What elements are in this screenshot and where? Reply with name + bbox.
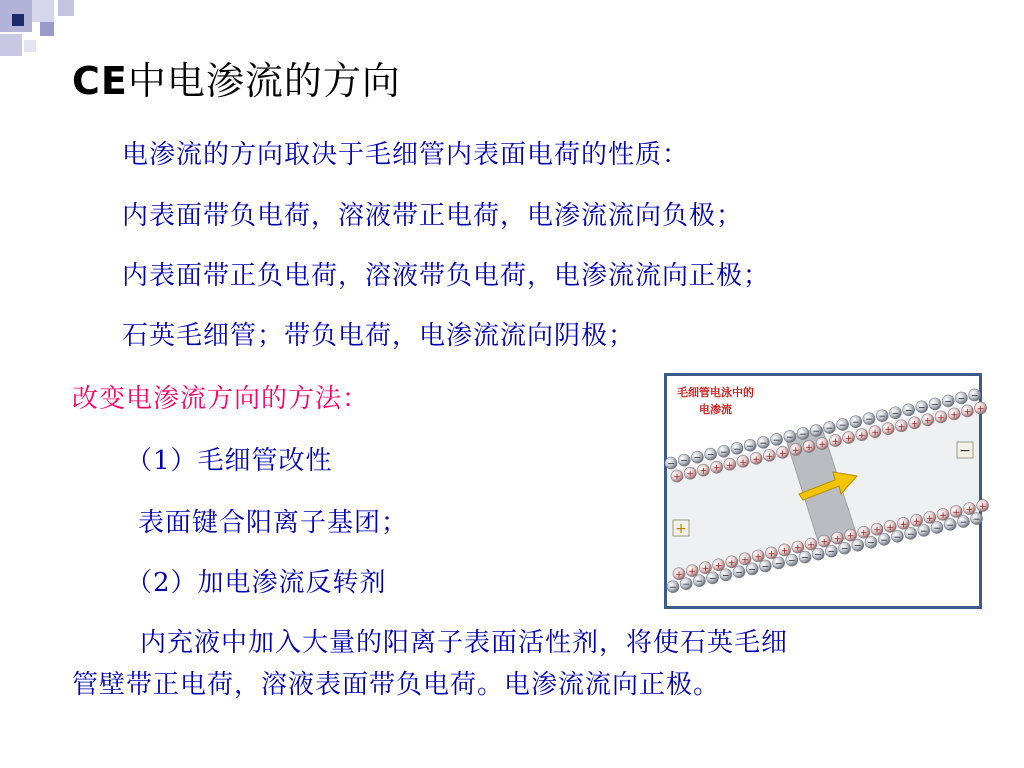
negative-wall-charge-icon <box>680 578 692 591</box>
svg-text:+: + <box>937 413 945 424</box>
negative-wall-charge-icon <box>969 389 981 402</box>
svg-text:−: − <box>746 441 754 452</box>
svg-text:−: − <box>801 553 809 564</box>
svg-text:−: − <box>812 427 820 438</box>
positive-ion-icon <box>684 467 696 480</box>
svg-text:−: − <box>786 432 794 443</box>
svg-text:+: + <box>965 505 974 515</box>
svg-text:+: + <box>844 434 853 445</box>
svg-text:+: + <box>952 507 960 518</box>
svg-text:+: + <box>978 502 987 513</box>
svg-text:−: − <box>972 515 981 526</box>
svg-text:+: + <box>912 516 921 527</box>
svg-text:+: + <box>675 570 683 581</box>
negative-wall-charge-icon <box>876 410 888 423</box>
negative-wall-charge-icon <box>771 433 783 446</box>
svg-text:+: + <box>846 531 855 542</box>
negative-wall-charge-icon <box>784 430 796 443</box>
negative-wall-charge-icon <box>878 533 890 546</box>
positive-ion-icon <box>922 414 934 427</box>
svg-text:+: + <box>699 466 708 477</box>
method-item: （1）毛细管改性 <box>126 446 333 476</box>
svg-text:+: + <box>820 537 828 548</box>
svg-text:+: + <box>886 522 894 533</box>
plus-electrode-icon <box>673 520 689 537</box>
negative-wall-charge-icon <box>705 448 717 461</box>
positive-ion-icon <box>856 429 868 442</box>
negative-wall-charge-icon <box>903 404 915 417</box>
svg-text:+: + <box>741 555 749 566</box>
negative-wall-charge-icon <box>905 527 917 540</box>
negative-wall-charge-icon <box>918 524 930 537</box>
svg-text:−: − <box>893 532 902 543</box>
deco-square <box>24 40 36 52</box>
svg-text:+: + <box>873 525 881 536</box>
svg-text:−: − <box>720 447 728 458</box>
positive-ion-icon <box>671 470 683 483</box>
negative-wall-charge-icon <box>825 545 837 558</box>
svg-text:−: − <box>970 391 979 402</box>
svg-text:+: + <box>897 422 906 433</box>
svg-text:+: + <box>780 546 789 557</box>
svg-text:−: − <box>761 562 770 573</box>
svg-text:+: + <box>976 404 985 415</box>
deco-square <box>58 0 74 16</box>
svg-text:−: − <box>693 453 702 464</box>
positive-ion-icon <box>790 443 802 456</box>
caption-line: 毛细管电泳中的 <box>677 386 754 399</box>
svg-text:+: + <box>831 437 840 448</box>
negative-wall-charge-icon <box>850 416 862 429</box>
negative-wall-charge-icon <box>733 566 745 579</box>
svg-text:+: + <box>728 558 736 569</box>
positive-ion-icon <box>750 452 762 465</box>
negative-wall-charge-icon <box>691 451 703 464</box>
svg-text:−: − <box>840 544 849 555</box>
negative-wall-charge-icon <box>707 572 719 585</box>
method-item-desc: 表面键合阳离子基团； <box>138 508 409 538</box>
deco-square <box>32 0 54 22</box>
svg-text:−: − <box>852 418 860 429</box>
svg-text:−: − <box>931 400 939 411</box>
svg-text:−: − <box>733 444 741 455</box>
svg-text:+: + <box>767 549 776 560</box>
svg-text:−: − <box>680 456 688 467</box>
svg-text:−: − <box>748 565 756 576</box>
positive-ion-icon <box>895 420 907 433</box>
minus-sign: − <box>959 443 971 459</box>
plus-sign: + <box>675 521 687 537</box>
positive-ion-icon <box>816 438 828 451</box>
svg-text:−: − <box>774 559 783 570</box>
svg-text:−: − <box>667 459 675 470</box>
negative-wall-charge-icon <box>891 530 903 543</box>
svg-text:+: + <box>884 425 892 436</box>
svg-text:+: + <box>871 428 879 439</box>
negative-wall-charge-icon <box>759 560 771 573</box>
svg-text:−: − <box>669 583 677 594</box>
svg-text:−: − <box>904 406 913 417</box>
positive-ion-icon <box>961 405 973 418</box>
svg-text:−: − <box>867 538 875 549</box>
svg-text:+: + <box>752 454 760 465</box>
svg-text:−: − <box>957 394 966 405</box>
positive-ion-icon <box>829 435 841 448</box>
text-line: 内表面带正负电荷，溶液带负电荷，电渗流流向正极； <box>122 261 771 291</box>
method-item: （2）加电渗流反转剂 <box>126 568 387 598</box>
svg-text:−: − <box>706 450 715 461</box>
positive-ion-icon <box>977 500 989 513</box>
minus-electrode-icon <box>957 442 973 459</box>
svg-text:−: − <box>906 529 915 540</box>
svg-text:+: + <box>926 513 934 524</box>
svg-text:−: − <box>827 547 836 558</box>
svg-text:+: + <box>712 463 721 474</box>
svg-text:+: + <box>792 445 800 456</box>
positive-ion-icon <box>975 402 987 415</box>
svg-text:+: + <box>765 451 774 462</box>
positive-ion-icon <box>843 432 855 445</box>
positive-ion-icon <box>711 461 723 474</box>
slide-title <box>72 50 401 105</box>
svg-text:+: + <box>899 519 908 530</box>
method-heading: 改变电渗流方向的方法： <box>72 384 370 414</box>
svg-text:−: − <box>944 397 952 408</box>
positive-ion-icon <box>948 408 960 421</box>
negative-wall-charge-icon <box>957 516 969 529</box>
negative-wall-charge-icon <box>757 436 769 449</box>
figure-caption <box>677 384 754 418</box>
svg-text:+: + <box>939 510 947 521</box>
negative-wall-charge-icon <box>744 439 756 452</box>
positive-ion-icon <box>869 426 881 439</box>
negative-wall-charge-icon <box>823 422 835 435</box>
positive-ion-icon <box>777 446 789 459</box>
negative-wall-charge-icon <box>929 398 941 411</box>
svg-text:−: − <box>920 526 928 537</box>
positive-ion-icon <box>935 411 947 424</box>
positive-ion-icon <box>724 458 736 471</box>
negative-wall-charge-icon <box>931 521 943 534</box>
negative-wall-charge-icon <box>942 395 954 408</box>
negative-wall-charge-icon <box>944 518 956 531</box>
text-line: 内表面带负电荷，溶液带正电荷，电渗流流向负极； <box>122 201 744 231</box>
negative-wall-charge-icon <box>889 407 901 420</box>
text-line: 石英毛细管；带负电荷，电渗流流向阴极； <box>122 321 636 351</box>
svg-text:−: − <box>865 415 873 426</box>
positive-ion-icon <box>763 449 775 462</box>
svg-text:−: − <box>682 580 690 591</box>
svg-text:−: − <box>933 523 941 534</box>
title-rest: 中电渗流的方向 <box>127 59 401 103</box>
svg-text:+: + <box>701 564 710 575</box>
negative-wall-charge-icon <box>773 557 785 570</box>
negative-wall-charge-icon <box>852 539 864 552</box>
positive-ion-icon <box>909 417 921 430</box>
svg-text:+: + <box>860 528 868 539</box>
negative-wall-charge-icon <box>797 427 809 440</box>
negative-wall-charge-icon <box>971 513 983 526</box>
negative-wall-charge-icon <box>720 569 732 582</box>
negative-wall-charge-icon <box>746 563 758 576</box>
svg-text:+: + <box>924 416 932 427</box>
negative-wall-charge-icon <box>916 401 928 414</box>
svg-text:−: − <box>814 550 822 561</box>
negative-wall-charge-icon <box>837 419 849 432</box>
method-item-desc: 内充液中加入大量的阳离子表面活性剂，将使石英毛细 <box>140 628 789 658</box>
svg-text:+: + <box>688 567 696 578</box>
svg-text:−: − <box>722 571 730 582</box>
svg-text:−: − <box>854 541 862 552</box>
svg-text:+: + <box>833 534 842 545</box>
svg-text:+: + <box>807 540 815 551</box>
svg-text:+: + <box>754 552 762 563</box>
positive-ion-icon <box>803 440 815 453</box>
svg-text:−: − <box>946 520 954 531</box>
negative-wall-charge-icon <box>839 542 851 555</box>
svg-text:+: + <box>950 410 958 421</box>
svg-text:−: − <box>788 556 796 567</box>
svg-text:+: + <box>963 407 972 418</box>
negative-wall-charge-icon <box>865 536 877 549</box>
svg-text:+: + <box>805 442 813 453</box>
svg-text:+: + <box>726 460 734 471</box>
negative-wall-charge-icon <box>678 454 690 467</box>
negative-wall-charge-icon <box>718 445 730 458</box>
title-prefix: CE <box>72 59 128 103</box>
svg-text:+: + <box>673 472 681 483</box>
negative-wall-charge-icon <box>665 457 677 470</box>
svg-text:−: − <box>708 574 717 585</box>
negative-wall-charge-icon <box>812 548 824 561</box>
negative-wall-charge-icon <box>693 575 705 588</box>
negative-wall-charge-icon <box>731 442 743 455</box>
svg-text:−: − <box>838 421 847 432</box>
negative-wall-charge-icon <box>955 392 967 405</box>
svg-text:−: − <box>880 535 888 546</box>
svg-text:+: + <box>858 431 866 442</box>
svg-text:−: − <box>891 409 900 420</box>
electroosmotic-flow-figure <box>664 373 987 609</box>
svg-text:−: − <box>695 577 704 588</box>
svg-text:+: + <box>818 440 826 451</box>
deco-square <box>0 34 22 56</box>
svg-text:+: + <box>794 543 802 554</box>
svg-text:−: − <box>918 403 926 414</box>
svg-text:−: − <box>735 568 743 579</box>
positive-ion-icon <box>737 455 749 468</box>
svg-text:+: + <box>739 457 747 468</box>
caption-line: 电渗流 <box>699 403 732 416</box>
positive-ion-icon <box>882 423 894 436</box>
svg-text:+: + <box>714 561 723 572</box>
negative-wall-charge-icon <box>863 413 875 426</box>
method-item-desc: 管壁带正电荷，溶液表面带负电荷。电渗流流向正极。 <box>72 670 721 700</box>
text-line: 电渗流的方向取决于毛细管内表面电荷的性质： <box>122 140 690 170</box>
negative-wall-charge-icon <box>667 581 679 594</box>
deco-square <box>12 14 24 26</box>
svg-text:−: − <box>759 438 768 449</box>
negative-wall-charge-icon <box>810 425 822 438</box>
svg-text:−: − <box>825 424 834 435</box>
svg-text:−: − <box>799 429 807 440</box>
svg-text:+: + <box>778 448 787 459</box>
negative-wall-charge-icon <box>799 551 811 564</box>
svg-text:+: + <box>686 469 694 480</box>
negative-wall-charge-icon <box>786 554 798 567</box>
positive-ion-icon <box>697 464 709 477</box>
svg-text:+: + <box>910 419 919 430</box>
svg-text:−: − <box>772 435 781 446</box>
svg-text:−: − <box>878 412 886 423</box>
deco-square <box>40 22 54 36</box>
svg-text:−: − <box>959 518 968 528</box>
